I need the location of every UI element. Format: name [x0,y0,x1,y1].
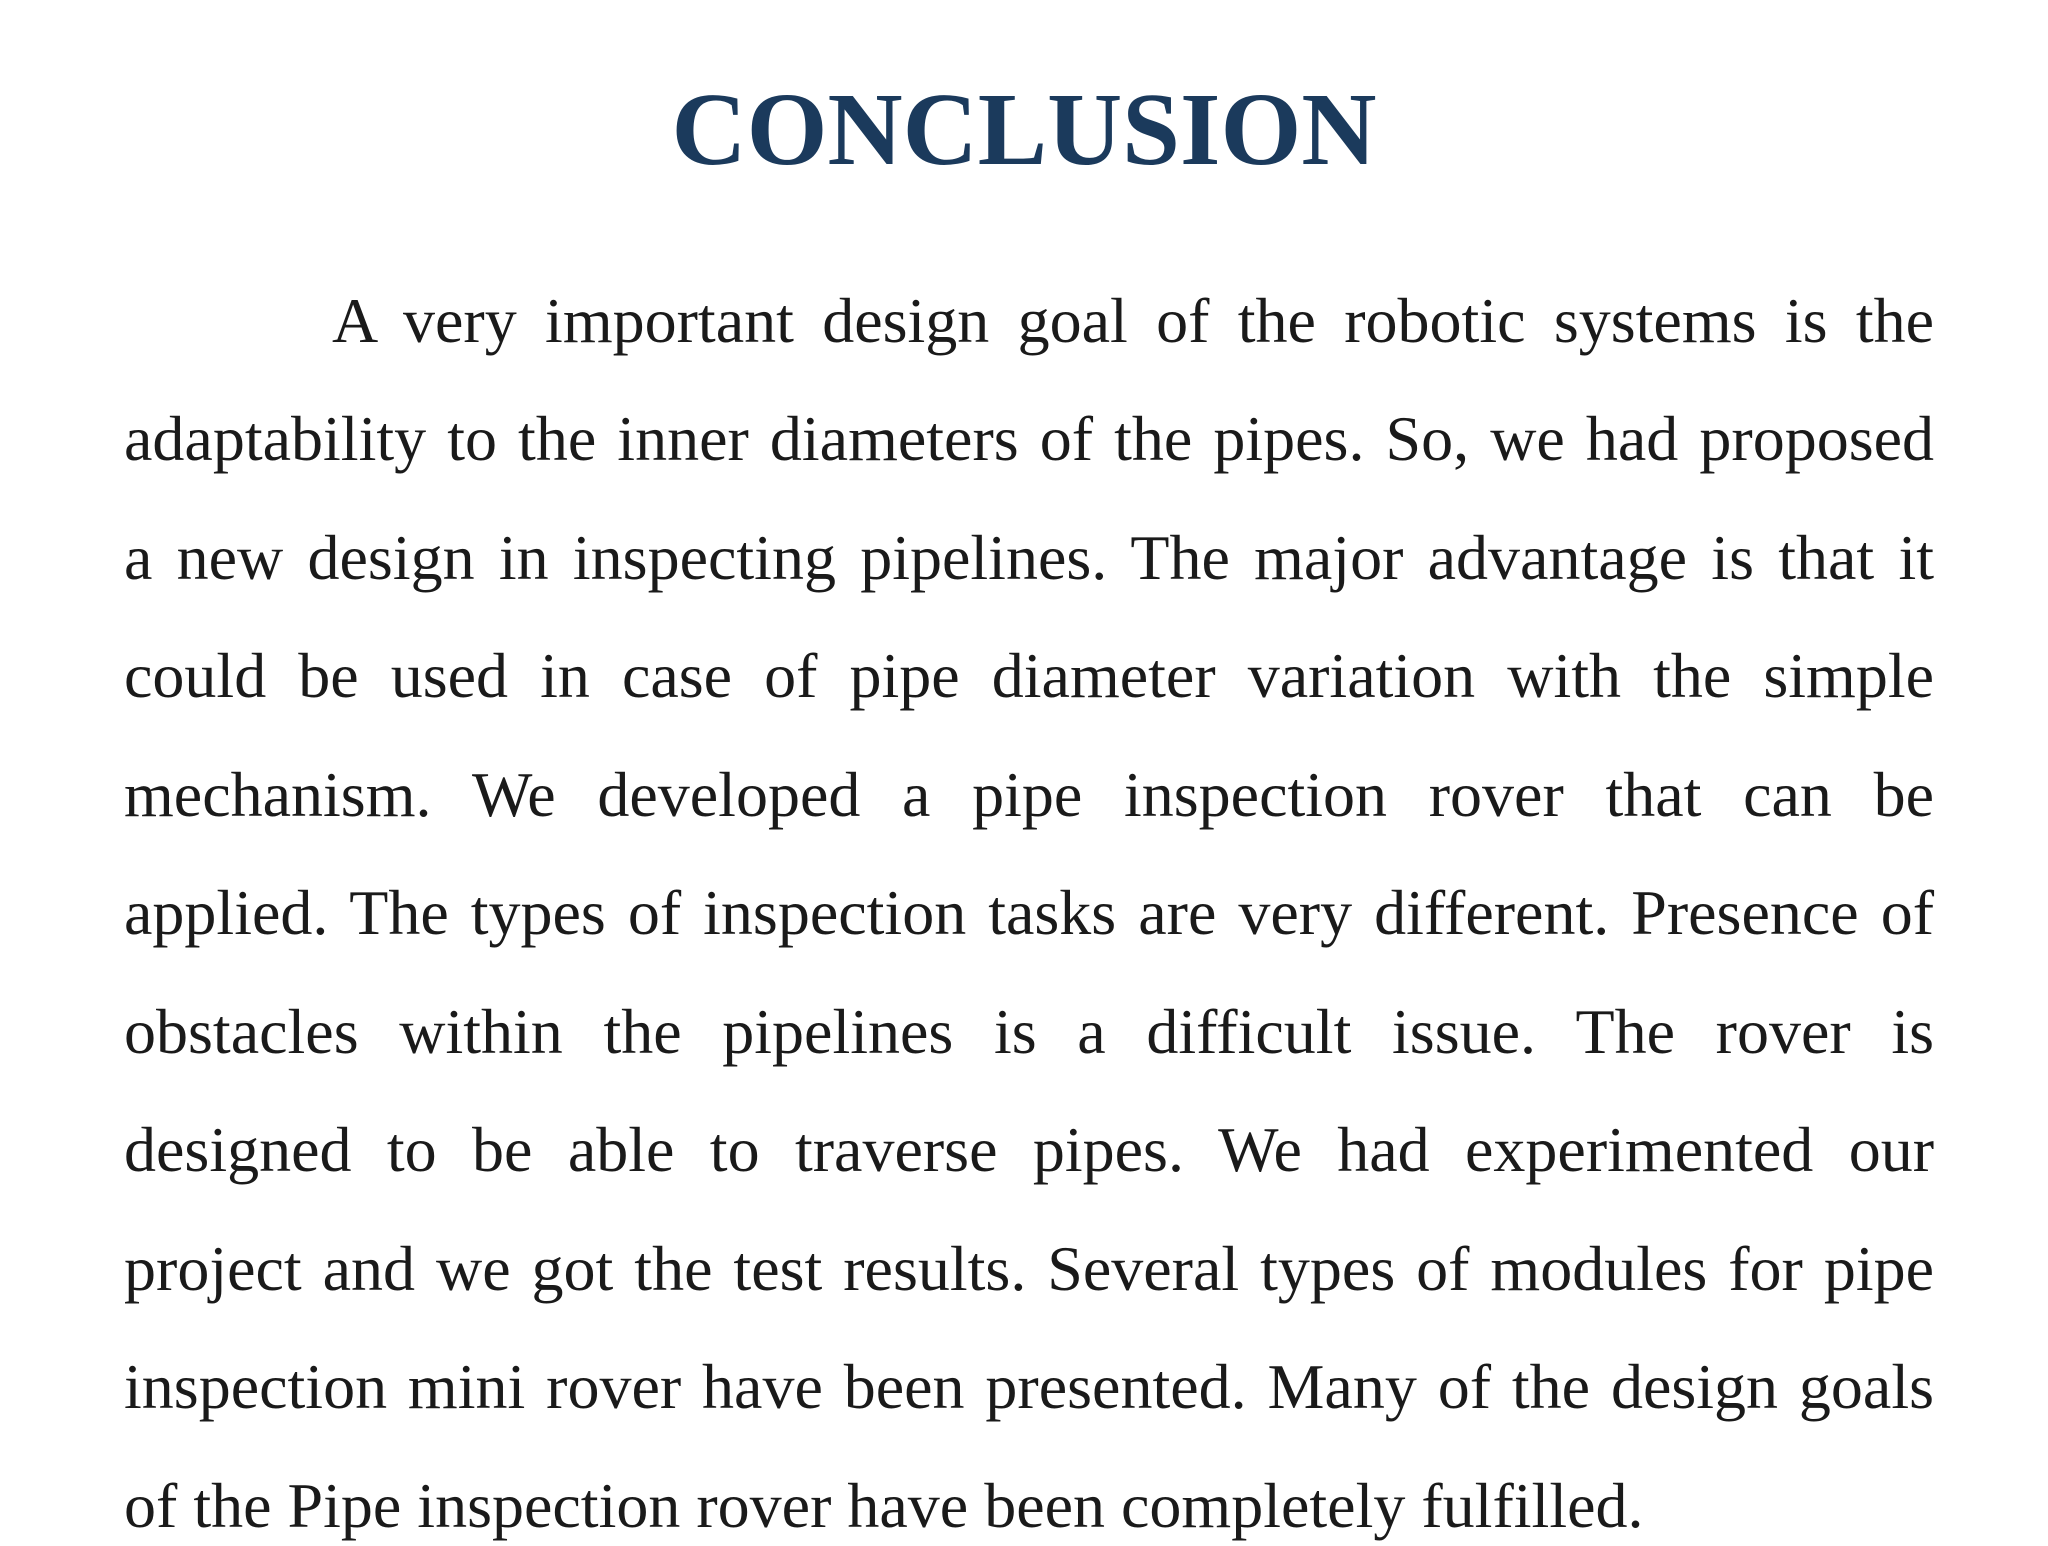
paragraph-line: A very important design goal of the robotic systems is the [332,285,1934,356]
paragraph-line: of the Pipe inspection rover have been completely fulfilled. [124,1470,1644,1541]
paragraph-line: designed to be able to traverse pipes. We had experimented our [124,1114,1934,1185]
paragraph-line: applied. The types of inspection tasks are very different. Presence of [124,877,1934,948]
paragraph-line: inspection mini rover have been presented. Many of the design goals [124,1351,1934,1422]
slide-title: CONCLUSION [671,72,1377,187]
paragraph-line: could be used in case of pipe diameter variation with the simple [124,640,1934,711]
paragraph-line: a new design in inspecting pipelines. The major advantage is that it [124,522,1934,593]
paragraph-line: adaptability to the inner diameters of the pipes. So, we had proposed [124,403,1934,474]
paragraph-line: project and we got the test results. Several types of modules for pipe [124,1233,1934,1304]
paragraph-line: mechanism. We developed a pipe inspection rover that can be [124,759,1934,830]
paragraph-line: obstacles within the pipelines is a difficult issue. The rover is [124,996,1934,1067]
